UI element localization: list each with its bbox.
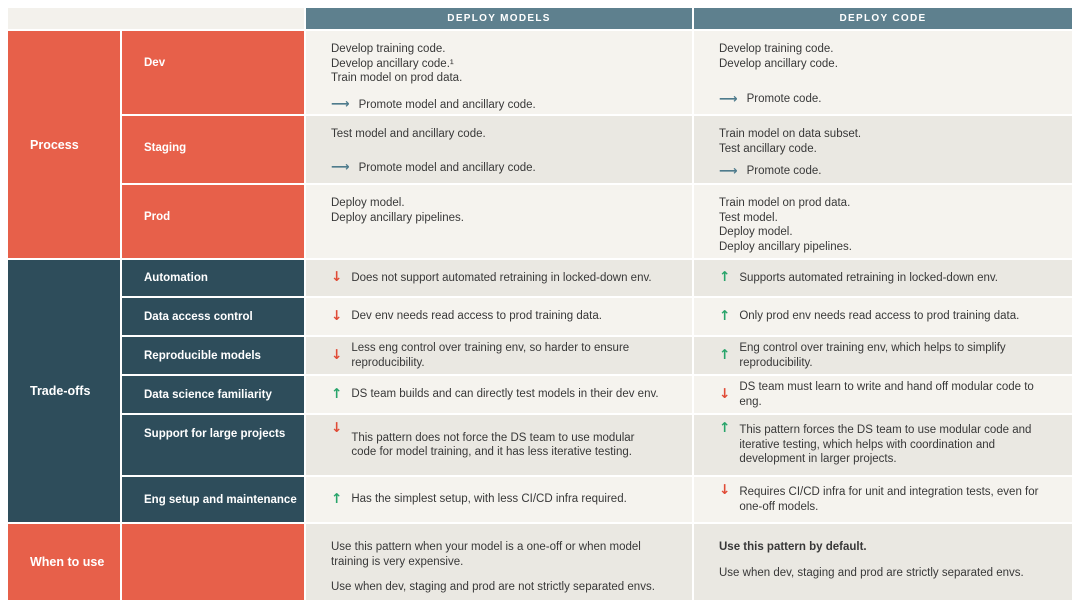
cell-support-large-projects-deploy-models [306,415,692,475]
up-arrow-icon: ↑ [331,385,343,402]
tradeoff-row-label-automation: Automation [122,260,304,296]
process-step: Develop ancillary code.¹ [331,57,454,70]
cell-data-access-control-deploy-code [694,298,1072,335]
when-to-use-text: Use when dev, staging and prod are not strictly separated envs. [331,581,655,593]
process-step: Develop ancillary code. [719,57,838,70]
process-step: Test model. [719,211,778,224]
promote-arrow-icon: ⟶ [719,163,738,179]
cell-when-to-use-deploy-models [306,524,692,600]
deploy-code-column-header: DEPLOY CODE [694,8,1072,29]
when-to-use-text: Use this pattern when your model is a one-off or when model training is very expensive. [331,541,641,568]
process-step: Train model on data subset. [719,128,862,140]
promote-step: Promote code. [746,165,822,177]
down-arrow-icon: ↓ [719,482,731,498]
cell-reproducible-models-deploy-models [306,337,692,374]
cell-dev-deploy-code [694,31,1072,114]
process-step: Test model and ancillary code. [331,128,486,140]
when-to-use-text: Use when dev, staging and prod are strictly separated envs. [719,566,1024,579]
when-to-use-text: Use this pattern by default. [719,541,867,553]
process-step: Develop training code. [719,43,834,55]
process-step: Deploy ancillary pipelines. [719,240,852,253]
promote-arrow-icon: ⟶ [331,160,350,176]
process-row-label-dev: Dev [122,31,304,114]
down-arrow-icon: ↓ [719,385,731,402]
comparison-table [8,8,1072,600]
tradeoff-text: Dev env needs read access to prod training data. [351,310,602,323]
tradeoff-text: Only prod env needs read access to prod training data. [739,310,1020,323]
cell-staging-deploy-models [306,116,692,183]
process-row-label-staging: Staging [122,116,304,183]
cell-support-large-projects-deploy-code [694,415,1072,475]
up-arrow-icon: ↑ [719,307,731,324]
tradeoff-text: Has the simplest setup, with less CI/CD infra required. [351,493,627,506]
promote-arrow-icon: ⟶ [719,91,738,107]
promote-arrow-icon: ⟶ [331,97,350,113]
down-arrow-icon: ↓ [331,346,343,363]
up-arrow-icon: ↑ [719,420,731,436]
process-step: Deploy model. [331,197,405,209]
header-filler [8,8,304,29]
promote-step: Promote model and ancillary code. [358,98,536,111]
process-section-label: Process [8,31,120,258]
down-arrow-icon: ↓ [331,307,343,324]
cell-eng-setup-deploy-models [306,477,692,522]
process-step: Deploy model. [719,226,793,238]
process-step: Develop training code. [331,43,446,55]
deploy-models-column-header: DEPLOY MODELS [306,8,692,29]
cell-when-to-use-deploy-code [694,524,1072,600]
cell-automation-deploy-code [694,260,1072,296]
tradeoff-text: Does not support automated retraining in locked-down env. [351,271,652,284]
when-to-use-section-label: When to use [8,524,120,600]
up-arrow-icon: ↑ [719,269,731,286]
when-to-use-filler [122,524,304,600]
tradeoff-row-label-data-science-familiarity: Data science familiarity [122,376,304,413]
promote-step: Promote code. [746,93,822,105]
cell-eng-setup-deploy-code [694,477,1072,522]
cell-data-science-familiarity-deploy-code [694,376,1072,413]
process-step: Deploy ancillary pipelines. [331,211,464,224]
cell-dev-deploy-models [306,31,692,114]
process-step: Test ancillary code. [719,142,817,155]
up-arrow-icon: ↑ [331,490,343,507]
cell-data-science-familiarity-deploy-models [306,376,692,413]
process-step: Train model on prod data. [719,197,851,209]
tradeoff-row-label-support-for-large-projects: Support for large projects [122,415,304,475]
cell-prod-deploy-models [306,185,692,258]
cell-reproducible-models-deploy-code [694,337,1072,374]
tradeoff-row-label-eng-setup-and-maintenance: Eng setup and maintenance [122,477,304,522]
tradeoff-text: Supports automated retraining in locked-down env. [739,271,999,284]
tradeoff-row-label-data-access-control: Data access control [122,298,304,335]
tradeoff-text: Less eng control over training env, so harder to ensure reproducibility. [351,342,630,369]
tradeoff-text: Requires CI/CD infra for unit and integration tests, even for one-off models. [739,486,1039,513]
cell-data-access-control-deploy-models [306,298,692,335]
tradeoff-text: This pattern forces the DS team to use modular code and iterative testing, which helps with coordination and development in larger projects. [739,424,1032,466]
process-step: Train model on prod data. [331,72,463,84]
cell-staging-deploy-code [694,116,1072,183]
process-row-label-prod: Prod [122,185,304,258]
tradeoff-text: Eng control over training env, which helps to simplify reproducibility. [739,342,1006,369]
tradeoff-text: DS team must learn to write and hand off modular code to eng. [739,381,1034,408]
up-arrow-icon: ↑ [719,346,731,363]
down-arrow-icon: ↓ [331,420,343,436]
tradeoffs-section-label: Trade-offs [8,260,120,522]
down-arrow-icon: ↓ [331,269,343,286]
tradeoff-row-label-reproducible-models: Reproducible models [122,337,304,374]
promote-step: Promote model and ancillary code. [358,161,536,174]
cell-automation-deploy-models [306,260,692,296]
tradeoff-text: DS team builds and can directly test models in their dev env. [351,388,659,401]
cell-prod-deploy-code [694,185,1072,258]
tradeoff-text: This pattern does not force the DS team to use modular code for model training, and it has less iterative testing. [351,431,635,458]
